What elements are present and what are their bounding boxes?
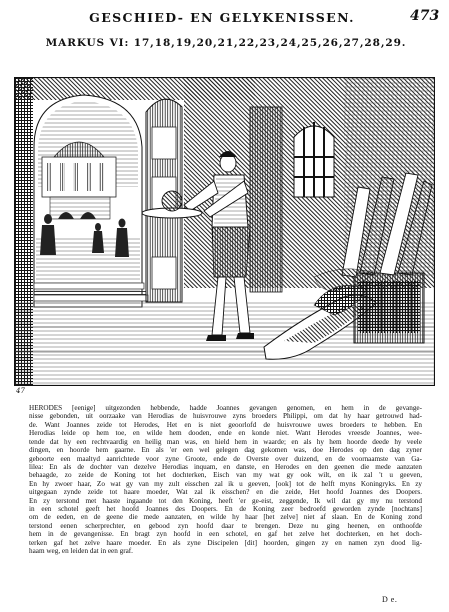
text-line: om de eeden, en de geene die mede aanzaten, en wilde hy haar [het zelve] niet af slaan. En de Koning zond [29, 513, 422, 522]
catchword: D e. [382, 595, 398, 604]
page-number: 473 [410, 8, 440, 24]
plate-number: 47 [16, 387, 25, 395]
barred-window [294, 122, 334, 197]
scripture-reference: MARKUS VI: 17,18,19,20,21,22,23,24,25,26,27,28,29. [45, 37, 407, 49]
running-head: GESCHIED- EN GELYKENISSEN. [89, 10, 355, 25]
text-line: geboorte een maaltyd aanrichtede voor zyne Groote, ende de Overste over duizend, en de voornaamste van Ga- [29, 454, 422, 463]
text-line: dingen, en hoorde hem gaarne. En als 'er een wel gelegen dag gekomen was, doe Herodes op den dag zyner [29, 446, 422, 455]
text-line: terstond eenen scherprechter, en gebood zyn hoofd daar te brengen. Deze nu ging heenen, en onthoofde [29, 521, 422, 530]
text-line: haam weg, en leiden dat in een graf. [29, 547, 133, 556]
text-line: terken gaf het zelve haare moeder. En als zyne Discipelen [dit] hoorden, gingen zy en namen zyn dood lig- [29, 538, 422, 547]
text-line: lilea: En als de dochter van dezelve Herodias inquam, en danste, en Herodes en den geenen die mede aanzaten [29, 462, 422, 471]
text-line: nisse gebonden, uit oorzaake van Herodias de huisvrouwe zyns broeders Philippi, om dat hy haar getrouwd had- [29, 412, 422, 421]
text-line: HERODES [eenige] uitgezonden hebbende, hadde Joannes gevangen genomen, en hem in de gevange- [29, 404, 422, 412]
text-line: En hy zwoer haar, Zo wat gy van my zult eisschen zal ik u geeven, [ook] tot de helft myns Koningryks. En zy [29, 479, 422, 488]
text-line: Herodias leide op hem toe, en wilde hem dooden, ende en konde niet. Want Herodes vreesde Joannes, wee- [29, 429, 422, 438]
text-line: de. Want Joannes zeide tot Herodes, Het en is niet geoorlofd de huisvrouwe uwes broeders te hebben. En [29, 420, 422, 429]
engraving-illustration [14, 77, 435, 386]
text-line: En zy terstond met haaste ingaande tot den Koning, heeft 'er ge-eist, zeggende, Ik wil dat gy my nu terstond [29, 496, 422, 505]
steps [34, 283, 148, 301]
text-line: tende dat hy een rechtvaardig en heilig man was, en hield hem in waarde; en als hy hem hoorde deede hy veele [29, 437, 422, 446]
scripture-text [29, 404, 422, 556]
text-line: uitgegaan zynde zeide tot haare moeder, Wat zal ik eisschen? en die zeide, Het hoofd Joannes des Doopers. [29, 488, 422, 497]
text-line: hem in de gevangenisse. En bragt zyn hoofd in een schotel, en gaf het zelve het dochterken, en het doch- [29, 530, 422, 539]
text-line: behaagde, zo zeide de Koning tot het dochterken, Eisch van my wat gy ook wilt, en ik zal 't u geeven, [29, 471, 422, 480]
text-line: in een schotel geeft het hoofd Joannes des Doopers. En de Koning zeer bedroefd geworden zynde [nochtans] [29, 505, 422, 514]
